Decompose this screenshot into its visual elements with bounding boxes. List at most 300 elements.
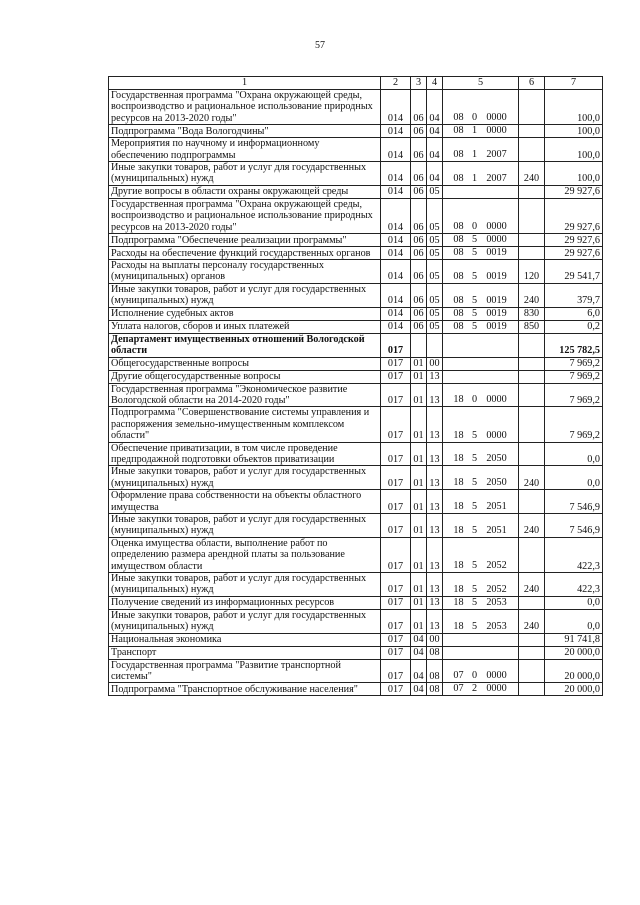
target-program-code: 08 (453, 307, 464, 319)
target-program-code: 18 (453, 500, 464, 512)
row-sum: 7 969,2 (545, 357, 603, 370)
row-target-code (443, 442, 519, 466)
target-direction-code: 0019 (486, 320, 507, 332)
row-admin-code: 017 (381, 683, 411, 696)
header-row (109, 77, 603, 90)
table-row (109, 283, 603, 307)
row-admin-code: 014 (381, 138, 411, 162)
row-section-code: 06 (411, 198, 427, 233)
target-program-code: 08 (453, 294, 464, 306)
row-target-code (443, 125, 519, 138)
row-sum: 20 000,0 (545, 659, 603, 683)
row-name: Подпрограмма "Совершенствование системы управления и распоряжения земельно-имущественным комплексом области" (109, 407, 381, 442)
table-row (109, 333, 603, 357)
target-program-code: 08 (453, 221, 464, 233)
row-section-code: 01 (411, 573, 427, 597)
table-row (109, 633, 603, 646)
row-expense-code: 240 (519, 283, 545, 307)
table-row (109, 683, 603, 696)
row-subsection-code: 13 (427, 513, 443, 537)
row-section-code: 01 (411, 490, 427, 514)
row-expense-code: 830 (519, 307, 545, 320)
row-target-code (443, 370, 519, 383)
target-subprogram-code: 5 (471, 429, 478, 441)
row-section-code: 01 (411, 537, 427, 572)
row-target-code (443, 320, 519, 333)
row-target-code (443, 333, 519, 357)
header-cell-name: 1 (109, 77, 381, 90)
target-direction-code: 0019 (486, 247, 507, 259)
row-admin-code: 017 (381, 490, 411, 514)
row-admin-code: 017 (381, 659, 411, 683)
row-subsection-code: 05 (427, 234, 443, 247)
row-target-code (443, 659, 519, 683)
row-section-code: 01 (411, 513, 427, 537)
row-section-code: 06 (411, 185, 427, 198)
table-row (109, 138, 603, 162)
table-row (109, 537, 603, 572)
row-subsection-code: 13 (427, 609, 443, 633)
row-subsection-code: 13 (427, 573, 443, 597)
table-row (109, 609, 603, 633)
row-target-code (443, 537, 519, 572)
row-name: Общегосударственные вопросы (109, 357, 381, 370)
row-admin-code: 014 (381, 198, 411, 233)
row-name: Обеспечение приватизации, в том числе проведение предпродажной подготовки объектов приватизации (109, 442, 381, 466)
row-subsection-code: 13 (427, 370, 443, 383)
target-direction-code: 0019 (486, 270, 507, 282)
target-subprogram-code: 5 (471, 524, 478, 536)
target-subprogram-code: 5 (471, 294, 478, 306)
target-direction-code: 0000 (486, 394, 507, 406)
table-row (109, 307, 603, 320)
row-subsection-code: 13 (427, 490, 443, 514)
row-sum: 100,0 (545, 90, 603, 125)
row-target-code (443, 383, 519, 407)
row-name: Иные закупки товаров, работ и услуг для государственных (муниципальных) нужд (109, 609, 381, 633)
row-expense-code (519, 442, 545, 466)
row-section-code: 06 (411, 125, 427, 138)
row-subsection-code: 08 (427, 659, 443, 683)
row-name: Национальная экономика (109, 633, 381, 646)
table-row (109, 90, 603, 125)
target-direction-code: 2051 (486, 524, 507, 536)
row-section-code: 06 (411, 234, 427, 247)
row-subsection-code: 13 (427, 596, 443, 609)
row-expense-code: 850 (519, 320, 545, 333)
row-name: Оценка имущества области, выполнение работ по определению размера арендной платы за пользование имуществом области (109, 537, 381, 572)
row-subsection-code: 13 (427, 442, 443, 466)
target-subprogram-code: 5 (471, 247, 478, 259)
target-program-code: 07 (453, 683, 464, 695)
target-subprogram-code: 5 (471, 234, 478, 246)
row-name: Иные закупки товаров, работ и услуг для государственных (муниципальных) нужд (109, 513, 381, 537)
target-direction-code: 0019 (486, 307, 507, 319)
table-row (109, 383, 603, 407)
row-name: Другие вопросы в области охраны окружающей среды (109, 185, 381, 198)
row-expense-code (519, 407, 545, 442)
row-target-code (443, 138, 519, 162)
row-target-code (443, 90, 519, 125)
row-section-code: 01 (411, 609, 427, 633)
row-section-code: 04 (411, 633, 427, 646)
row-sum: 29 927,6 (545, 247, 603, 260)
row-sum: 0,0 (545, 609, 603, 633)
row-name: Исполнение судебных актов (109, 307, 381, 320)
row-section-code: 01 (411, 442, 427, 466)
row-section-code: 06 (411, 247, 427, 260)
row-name: Уплата налогов, сборов и иных платежей (109, 320, 381, 333)
row-admin-code: 017 (381, 407, 411, 442)
row-name: Получение сведений из информационных ресурсов (109, 596, 381, 609)
table-row (109, 125, 603, 138)
row-expense-code: 240 (519, 466, 545, 490)
row-section-code: 06 (411, 138, 427, 162)
row-target-code (443, 162, 519, 186)
row-sum: 7 969,2 (545, 370, 603, 383)
row-admin-code: 014 (381, 90, 411, 125)
row-expense-code (519, 383, 545, 407)
target-subprogram-code: 1 (471, 125, 478, 137)
table-row (109, 573, 603, 597)
row-subsection-code: 05 (427, 320, 443, 333)
row-section-code: 01 (411, 407, 427, 442)
row-target-code (443, 596, 519, 609)
target-program-code: 18 (453, 583, 464, 595)
row-name: Другие общегосударственные вопросы (109, 370, 381, 383)
row-target-code (443, 490, 519, 514)
row-admin-code: 014 (381, 260, 411, 284)
row-sum: 125 782,5 (545, 333, 603, 357)
target-subprogram-code: 5 (471, 320, 478, 332)
row-target-code (443, 307, 519, 320)
row-target-code (443, 234, 519, 247)
row-sum: 422,3 (545, 573, 603, 597)
row-sum: 422,3 (545, 537, 603, 572)
row-subsection-code: 05 (427, 307, 443, 320)
target-subprogram-code: 5 (471, 500, 478, 512)
row-sum: 0,0 (545, 442, 603, 466)
row-target-code (443, 609, 519, 633)
row-subsection-code: 05 (427, 198, 443, 233)
row-expense-code (519, 659, 545, 683)
target-subprogram-code: 5 (471, 270, 478, 282)
target-program-code: 18 (453, 620, 464, 632)
row-name: Подпрограмма "Вода Вологодчины" (109, 125, 381, 138)
row-admin-code: 017 (381, 370, 411, 383)
target-direction-code: 0000 (486, 125, 507, 137)
row-sum: 0,2 (545, 320, 603, 333)
header-cell-subsection: 4 (427, 77, 443, 90)
target-program-code: 08 (453, 125, 464, 137)
row-subsection-code (427, 333, 443, 357)
target-direction-code: 0000 (486, 112, 507, 124)
row-sum: 6,0 (545, 307, 603, 320)
row-section-code (411, 333, 427, 357)
row-admin-code: 017 (381, 513, 411, 537)
target-program-code: 08 (453, 172, 464, 184)
target-program-code: 18 (453, 394, 464, 406)
page-number: 57 (315, 40, 325, 51)
target-subprogram-code: 0 (471, 112, 478, 124)
row-target-code (443, 185, 519, 198)
row-sum: 100,0 (545, 162, 603, 186)
row-sum: 379,7 (545, 283, 603, 307)
row-subsection-code: 05 (427, 247, 443, 260)
row-section-code: 04 (411, 659, 427, 683)
target-program-code: 18 (453, 560, 464, 571)
row-subsection-code: 04 (427, 162, 443, 186)
target-subprogram-code: 5 (471, 477, 478, 489)
row-expense-code (519, 247, 545, 260)
row-target-code (443, 573, 519, 597)
target-program-code: 18 (453, 477, 464, 489)
row-admin-code: 014 (381, 247, 411, 260)
row-expense-code: 240 (519, 609, 545, 633)
row-admin-code: 014 (381, 185, 411, 198)
row-subsection-code: 13 (427, 407, 443, 442)
row-admin-code: 014 (381, 320, 411, 333)
table-row (109, 646, 603, 659)
row-section-code: 01 (411, 370, 427, 383)
row-target-code (443, 357, 519, 370)
row-target-code (443, 513, 519, 537)
row-subsection-code: 05 (427, 185, 443, 198)
row-subsection-code: 04 (427, 90, 443, 125)
table-row (109, 185, 603, 198)
row-section-code: 06 (411, 260, 427, 284)
table-row (109, 659, 603, 683)
row-admin-code: 017 (381, 333, 411, 357)
target-direction-code: 0000 (486, 234, 507, 246)
row-name: Государственная программа "Охрана окружающей среды, воспроизводство и рациональное использование природных ресурсов на 2013-2020 годы" (109, 90, 381, 125)
table-row (109, 247, 603, 260)
row-sum: 29 541,7 (545, 260, 603, 284)
row-admin-code: 017 (381, 537, 411, 572)
row-section-code: 06 (411, 283, 427, 307)
row-name: Государственная программа "Охрана окружающей среды, воспроизводство и рациональное использование природных ресурсов на 2013-2020 годы" (109, 198, 381, 233)
table-body (109, 90, 603, 696)
table-row (109, 320, 603, 333)
row-sum: 29 927,6 (545, 198, 603, 233)
row-target-code (443, 283, 519, 307)
header-cell-expense: 6 (519, 77, 545, 90)
row-admin-code: 017 (381, 573, 411, 597)
table-row (109, 442, 603, 466)
row-name: Государственная программа "Развитие транспортной системы" (109, 659, 381, 683)
target-subprogram-code: 0 (471, 394, 478, 406)
row-subsection-code: 04 (427, 125, 443, 138)
table-row (109, 260, 603, 284)
row-expense-code (519, 646, 545, 659)
row-expense-code (519, 234, 545, 247)
row-subsection-code: 00 (427, 633, 443, 646)
row-subsection-code: 13 (427, 537, 443, 572)
row-expense-code (519, 198, 545, 233)
row-admin-code: 014 (381, 125, 411, 138)
target-direction-code: 2051 (486, 500, 507, 512)
row-sum: 20 000,0 (545, 683, 603, 696)
row-name: Подпрограмма "Обеспечение реализации программы" (109, 234, 381, 247)
row-sum: 100,0 (545, 138, 603, 162)
row-sum: 20 000,0 (545, 646, 603, 659)
row-section-code: 06 (411, 162, 427, 186)
table-row (109, 513, 603, 537)
header-cell-sum: 7 (545, 77, 603, 90)
row-sum: 0,0 (545, 596, 603, 609)
row-name: Расходы на обеспечение функций государственных органов (109, 247, 381, 260)
row-expense-code: 240 (519, 573, 545, 597)
row-admin-code: 014 (381, 234, 411, 247)
row-expense-code (519, 596, 545, 609)
target-program-code: 18 (453, 429, 464, 441)
row-admin-code: 017 (381, 357, 411, 370)
row-name: Подпрограмма "Транспортное обслуживание населения" (109, 683, 381, 696)
row-section-code: 06 (411, 320, 427, 333)
row-subsection-code: 13 (427, 383, 443, 407)
target-program-code: 18 (453, 453, 464, 465)
row-expense-code: 120 (519, 260, 545, 284)
row-sum: 29 927,6 (545, 234, 603, 247)
table-row (109, 466, 603, 490)
row-admin-code: 017 (381, 596, 411, 609)
row-expense-code (519, 370, 545, 383)
target-program-code: 08 (453, 320, 464, 332)
row-target-code (443, 633, 519, 646)
table-row (109, 198, 603, 233)
row-section-code: 01 (411, 357, 427, 370)
target-direction-code: 2053 (486, 620, 507, 632)
target-subprogram-code: 1 (471, 149, 478, 161)
target-subprogram-code: 0 (471, 670, 478, 682)
row-name: Иные закупки товаров, работ и услуг для государственных (муниципальных) нужд (109, 162, 381, 186)
header-cell-admin: 2 (381, 77, 411, 90)
target-direction-code: 2052 (486, 560, 507, 571)
target-direction-code: 2007 (486, 149, 507, 161)
row-name: Государственная программа "Экономическое развитие Вологодской области на 2014-2020 годы" (109, 383, 381, 407)
row-target-code (443, 646, 519, 659)
target-program-code: 18 (453, 524, 464, 536)
target-direction-code: 0000 (486, 429, 507, 441)
target-program-code: 18 (453, 596, 464, 608)
target-program-code: 08 (453, 149, 464, 161)
row-subsection-code: 05 (427, 260, 443, 284)
row-section-code: 04 (411, 646, 427, 659)
target-subprogram-code: 0 (471, 221, 478, 233)
row-sum: 7 969,2 (545, 383, 603, 407)
row-section-code: 01 (411, 466, 427, 490)
row-name: Расходы на выплаты персоналу государственных (муниципальных) органов (109, 260, 381, 284)
header-cell-section: 3 (411, 77, 427, 90)
row-sum: 100,0 (545, 125, 603, 138)
row-section-code: 01 (411, 383, 427, 407)
row-admin-code: 017 (381, 609, 411, 633)
row-expense-code (519, 138, 545, 162)
row-expense-code (519, 537, 545, 572)
row-expense-code (519, 125, 545, 138)
row-subsection-code: 08 (427, 646, 443, 659)
row-admin-code: 017 (381, 466, 411, 490)
target-subprogram-code: 5 (471, 453, 478, 465)
row-expense-code (519, 90, 545, 125)
target-subprogram-code: 5 (471, 583, 478, 595)
target-program-code: 08 (453, 112, 464, 124)
row-expense-code (519, 333, 545, 357)
row-section-code: 01 (411, 596, 427, 609)
row-admin-code: 017 (381, 633, 411, 646)
target-subprogram-code: 5 (471, 560, 478, 571)
target-subprogram-code: 1 (471, 172, 478, 184)
row-expense-code: 240 (519, 162, 545, 186)
row-subsection-code: 04 (427, 138, 443, 162)
row-section-code: 06 (411, 307, 427, 320)
table-row (109, 407, 603, 442)
row-name: Департамент имущественных отношений Вологодской области (109, 333, 381, 357)
table-row (109, 162, 603, 186)
row-admin-code: 017 (381, 646, 411, 659)
row-subsection-code: 13 (427, 466, 443, 490)
target-direction-code: 0000 (486, 221, 507, 233)
row-target-code (443, 683, 519, 696)
target-subprogram-code: 5 (471, 596, 478, 608)
row-sum: 7 546,9 (545, 513, 603, 537)
row-expense-code (519, 185, 545, 198)
table-row (109, 596, 603, 609)
row-expense-code (519, 357, 545, 370)
table-row (109, 370, 603, 383)
row-sum: 7 969,2 (545, 407, 603, 442)
row-expense-code: 240 (519, 513, 545, 537)
row-sum: 7 546,9 (545, 490, 603, 514)
row-admin-code: 014 (381, 283, 411, 307)
row-name: Оформление права собственности на объекты областного имущества (109, 490, 381, 514)
row-name: Мероприятия по научному и информационному обеспечению подпрограммы (109, 138, 381, 162)
row-sum: 0,0 (545, 466, 603, 490)
row-sum: 91 741,8 (545, 633, 603, 646)
target-program-code: 08 (453, 234, 464, 246)
row-name: Иные закупки товаров, работ и услуг для государственных (муниципальных) нужд (109, 466, 381, 490)
target-subprogram-code: 5 (471, 620, 478, 632)
target-program-code: 08 (453, 270, 464, 282)
row-target-code (443, 260, 519, 284)
target-subprogram-code: 2 (471, 683, 478, 695)
target-program-code: 07 (453, 670, 464, 682)
row-admin-code: 014 (381, 307, 411, 320)
row-name: Транспорт (109, 646, 381, 659)
table-row (109, 490, 603, 514)
row-expense-code (519, 490, 545, 514)
budget-table (108, 76, 603, 696)
row-admin-code: 017 (381, 383, 411, 407)
row-sum: 29 927,6 (545, 185, 603, 198)
row-admin-code: 017 (381, 442, 411, 466)
table-row (109, 234, 603, 247)
row-subsection-code: 00 (427, 357, 443, 370)
target-direction-code: 2053 (486, 596, 507, 608)
row-section-code: 06 (411, 90, 427, 125)
target-direction-code: 2050 (486, 477, 507, 489)
row-section-code: 04 (411, 683, 427, 696)
table-row (109, 357, 603, 370)
row-expense-code (519, 683, 545, 696)
target-direction-code: 0000 (486, 670, 507, 682)
target-subprogram-code: 5 (471, 307, 478, 319)
row-expense-code (519, 633, 545, 646)
row-name: Иные закупки товаров, работ и услуг для государственных (муниципальных) нужд (109, 283, 381, 307)
target-direction-code: 2007 (486, 172, 507, 184)
target-direction-code: 2050 (486, 453, 507, 465)
row-target-code (443, 198, 519, 233)
